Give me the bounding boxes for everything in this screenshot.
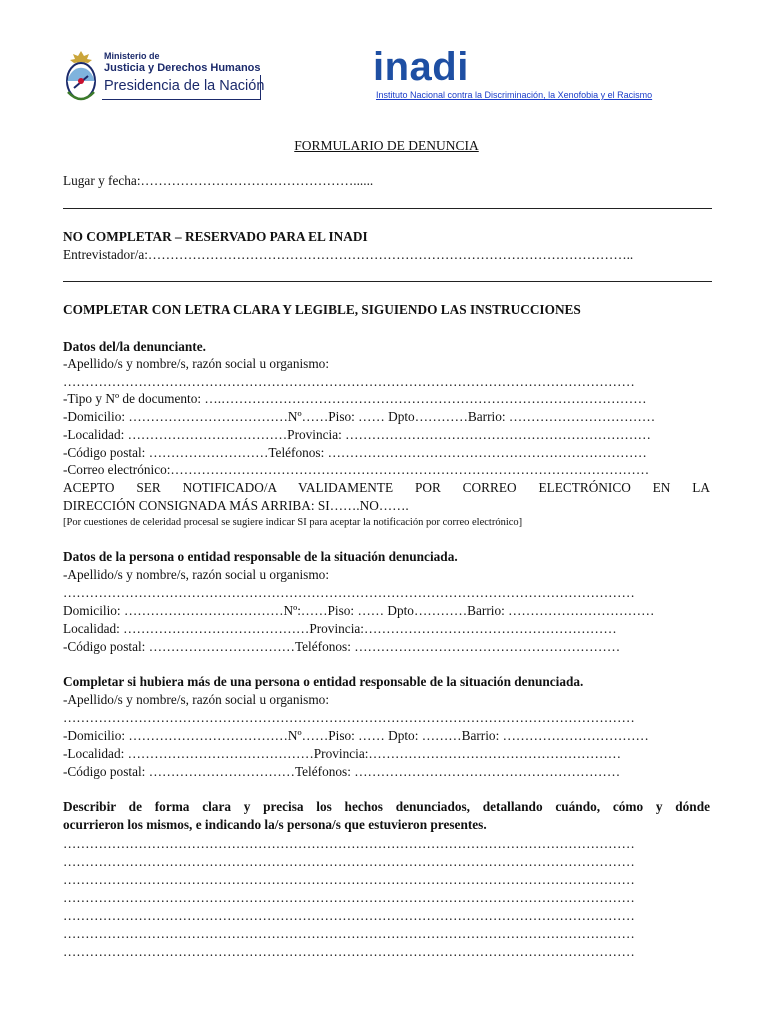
- otra-persona-locality-field[interactable]: -Localidad: ……………………………………Provincia:…………………………………………………: [63, 746, 622, 761]
- responsable-address-field[interactable]: Domicilio: ………………………………Nº:……Piso: …… Dpto…………Barrio: ……………………………: [63, 603, 655, 618]
- describir-line[interactable]: …………………………………………………………………………………………………………………: [63, 944, 635, 959]
- denunciante-document-field[interactable]: -Tipo y Nº de documento: ….……………………………………………………………………………………: [63, 391, 647, 406]
- accept-notification-line-2[interactable]: DIRECCIÓN CONSIGNADA MÁS ARRIBA: SI…….NO…….: [63, 498, 409, 513]
- describir-heading-1: Describir de forma clara y precisa los hechos denunciados, detallando cuándo, cómo y dónde: [63, 799, 710, 814]
- responsable-locality-field[interactable]: Localidad: ……………………………………Provincia:…………………………………………………: [63, 621, 617, 636]
- denunciante-email-field[interactable]: -Correo electrónico:………………………………………………………………………………………………: [63, 462, 650, 477]
- describir-heading-2: ocurrieron los mismos, e indicando la/s persona/s que estuvieron presentes.: [63, 817, 487, 832]
- shield-emblem-icon: [64, 48, 98, 104]
- describir-line[interactable]: …………………………………………………………………………………………………………………: [63, 890, 635, 905]
- ministry-name: Justicia y Derechos Humanos: [104, 62, 261, 74]
- describir-line[interactable]: …………………………………………………………………………………………………………………: [63, 836, 635, 851]
- accept-notification-line-1: ACEPTO SER NOTIFICADO/A VALIDAMENTE POR CORREO ELECTRÓNICO EN LA: [63, 480, 710, 495]
- describir-line[interactable]: …………………………………………………………………………………………………………………: [63, 872, 635, 887]
- ministry-small-label: Ministerio de: [104, 51, 160, 61]
- responsable-heading: Datos de la persona o entidad responsable de la situación denunciada.: [63, 549, 458, 564]
- denunciante-address-field[interactable]: -Domicilio: ………………………………Nº……Piso: …… Dpto…………Barrio: ……………………………: [63, 409, 656, 424]
- instructions-heading: COMPLETAR CON LETRA CLARA Y LEGIBLE, SIGUIENDO LAS INSTRUCCIONES: [63, 302, 581, 317]
- otra-persona-address-field[interactable]: -Domicilio: ………………………………Nº……Piso: …… Dpto: ………Barrio: ……………………………: [63, 728, 649, 743]
- describir-line[interactable]: …………………………………………………………………………………………………………………: [63, 854, 635, 869]
- denunciante-locality-field[interactable]: -Localidad: ………………………………Provincia: ……………………………………………………………: [63, 427, 651, 442]
- ministry-logo: [62, 46, 265, 106]
- interviewer-line: Entrevistador/a:………………………………………………………………………………………………..: [63, 247, 634, 262]
- inadi-logo: inadi: [373, 45, 469, 89]
- denunciante-name-label: -Apellido/s y nombre/s, razón social u organismo:: [63, 356, 330, 371]
- presidency-name: Presidencia de la Nación: [104, 78, 265, 94]
- otra-persona-heading: Completar si hubiera más de una persona o entidad responsable de la situación denunciada.: [63, 674, 584, 689]
- presidency-bracket: [102, 75, 261, 100]
- otra-persona-postal-field[interactable]: -Código postal: ……………………………Teléfonos: ……………………………………………………: [63, 764, 621, 779]
- inadi-full-name-link[interactable]: Instituto Nacional contra la Discriminación, la Xenofobia y el Racismo: [376, 90, 653, 100]
- describir-line[interactable]: …………………………………………………………………………………………………………………: [63, 908, 635, 923]
- divider-1: [63, 208, 712, 209]
- responsable-name-field[interactable]: …………………………………………………………………………………………………………………: [63, 585, 635, 600]
- otra-persona-name-field[interactable]: …………………………………………………………………………………………………………………: [63, 710, 635, 725]
- responsable-name-label: -Apellido/s y nombre/s, razón social u organismo:: [63, 567, 330, 582]
- otra-persona-name-label: -Apellido/s y nombre/s, razón social u organismo:: [63, 692, 330, 707]
- lugar-fecha-line: Lugar y fecha:…………………………………………......: [63, 173, 374, 188]
- denunciante-name-field[interactable]: …………………………………………………………………………………………………………………: [63, 374, 635, 389]
- describir-line[interactable]: …………………………………………………………………………………………………………………: [63, 926, 635, 941]
- form-title: FORMULARIO DE DENUNCIA: [294, 138, 479, 153]
- denunciante-postal-field[interactable]: -Código postal: ………………………Teléfonos: ………………………………………………………………: [63, 445, 647, 460]
- denunciante-heading: Datos del/la denunciante.: [63, 339, 206, 354]
- notification-note: [Por cuestiones de celeridad procesal se sugiere indicar SI para aceptar la notificación por correo electrónico]: [63, 517, 523, 528]
- reserved-heading: NO COMPLETAR – RESERVADO PARA EL INADI: [63, 229, 368, 244]
- responsable-postal-field[interactable]: -Código postal: ……………………………Teléfonos: ……………………………………………………: [63, 639, 621, 654]
- divider-2: [63, 281, 712, 282]
